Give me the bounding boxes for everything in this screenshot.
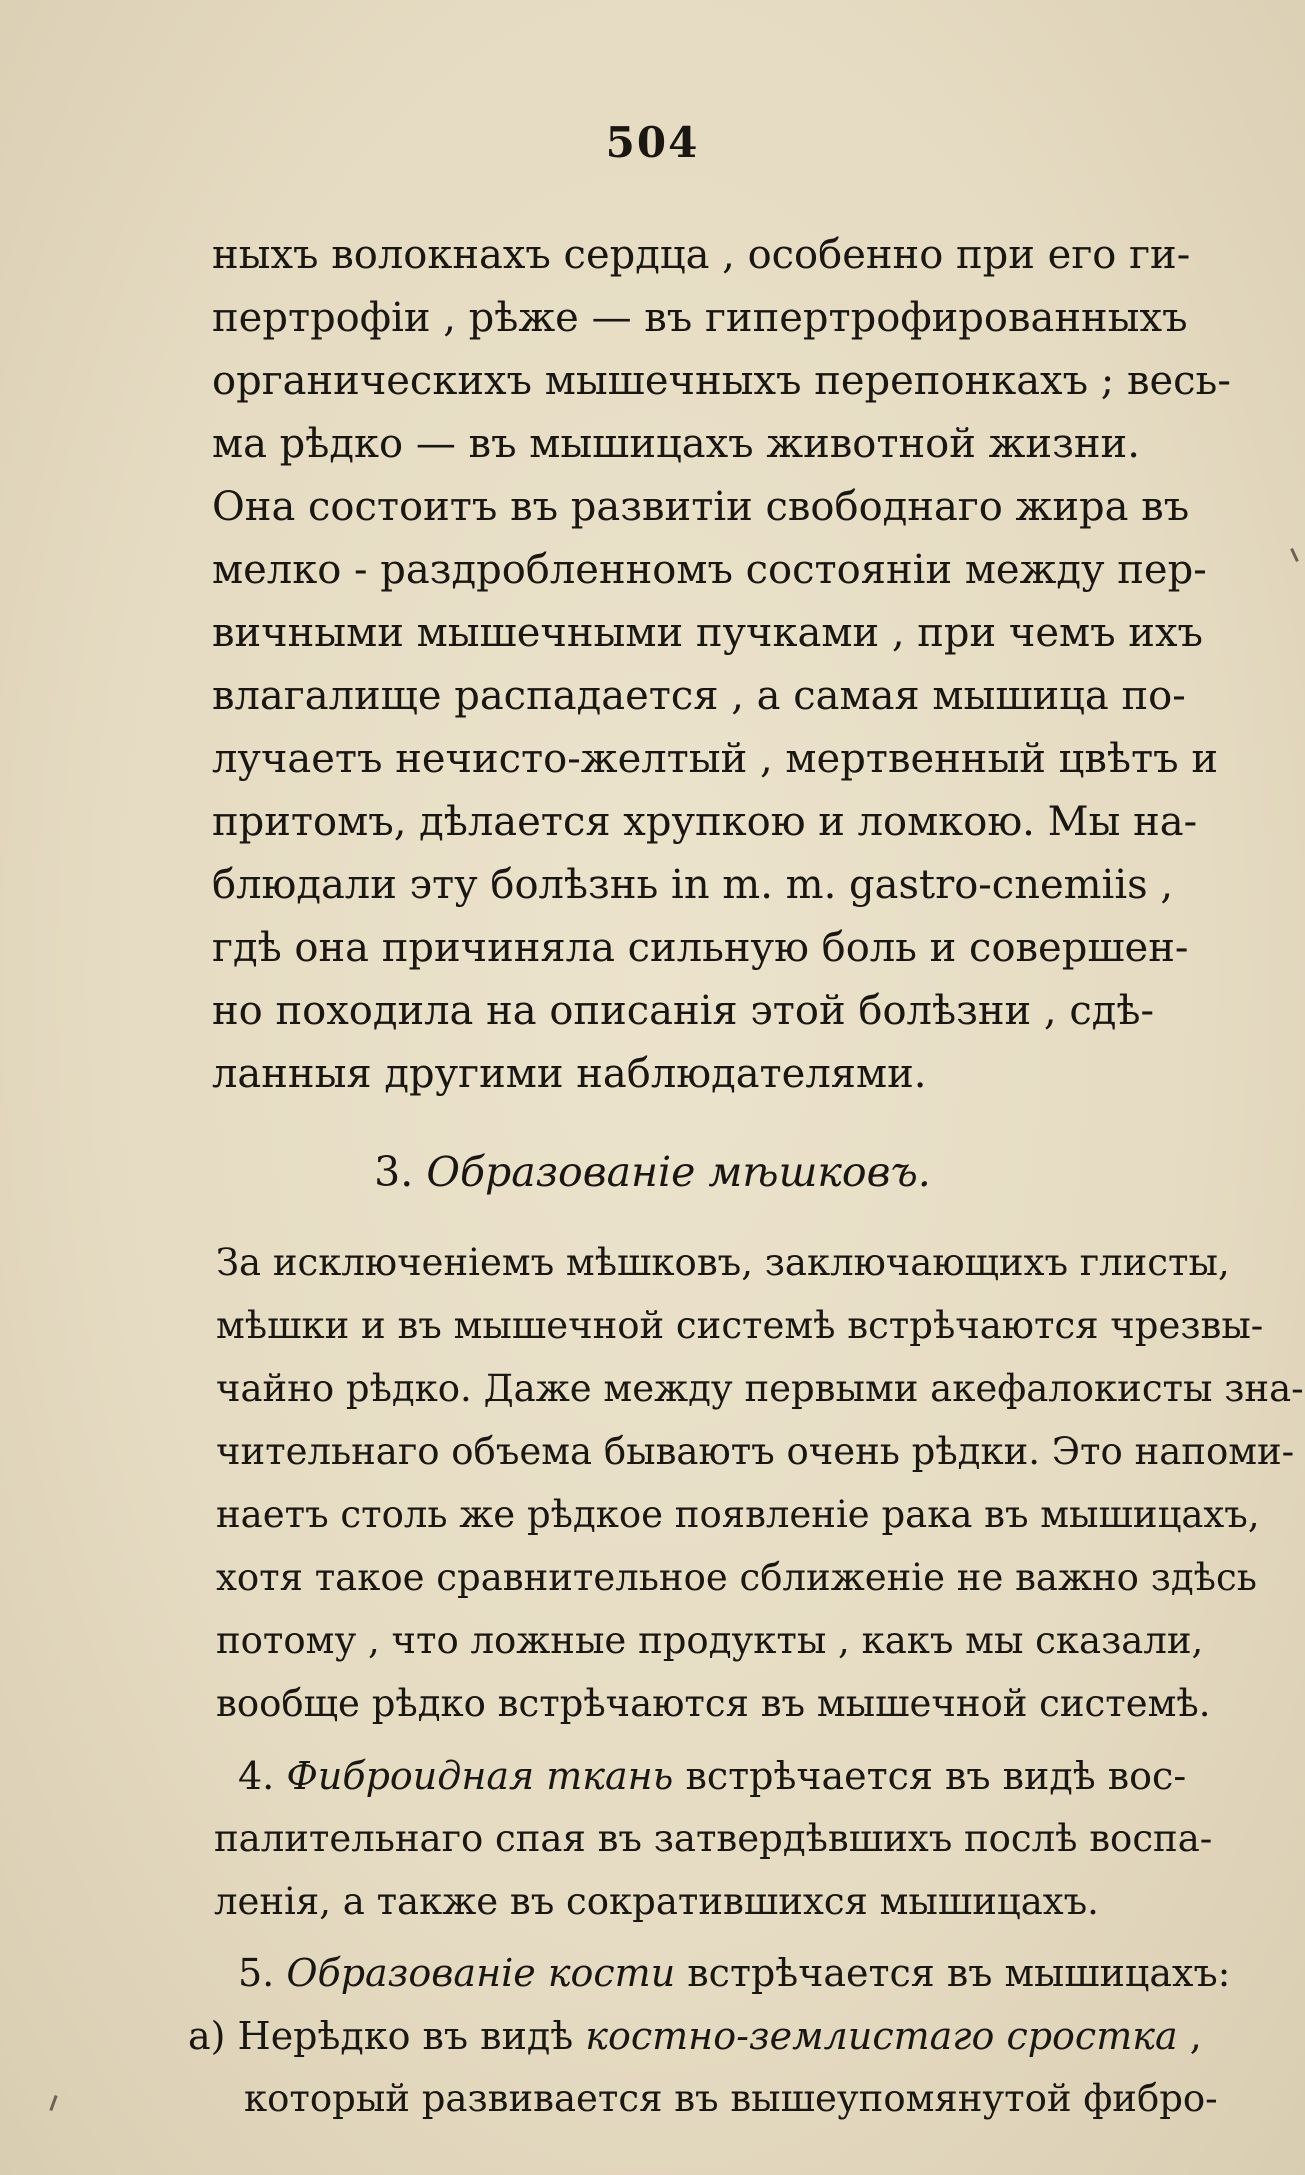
text-line: вообще рѣдко встрѣчаются въ мышечной системѣ. [216,1682,1211,1725]
numbered-item-5 [238,1948,1230,1998]
text-line: наетъ столь же рѣдкое появленіе рака въ мышицахъ, [216,1493,1260,1536]
sub-item-text: а) Нерѣдко въ видѣ [188,2014,586,2058]
text-line: ланныя другими наблюдателями. [212,1051,927,1097]
text-line: лучаетъ нечисто-желтый , мертвенный цвѣтъ и [212,736,1218,782]
item-text: встрѣчается въ мышицахъ: [675,1951,1231,1995]
text-line: вичными мышечными пучками , при чемъ ихъ [212,610,1203,656]
text-line: пертрофіи , рѣже — въ гипертрофированныхъ [212,295,1188,341]
item-number: 4. [238,1754,275,1798]
section-number: 3. [374,1148,414,1196]
text-line: ныхъ волокнахъ сердца , особенно при его ги- [212,232,1191,278]
text-line: Она состоитъ въ развитіи свободнаго жира въ [212,484,1190,530]
text-line: ленія, а также въ сократившихся мышицахъ. [214,1880,1099,1923]
text-line: хотя такое сравнительное сближеніе не важно здѣсь [216,1556,1257,1599]
text-line: палительнаго спая въ затвердѣвшихъ послѣ воспа- [214,1817,1213,1860]
sub-item-text: , [1177,2014,1202,2058]
text-line: притомъ, дѣлается хрупкою и ломкою. Мы на- [212,799,1198,845]
text-line: который развивается въ вышеупомянутой фибро- [244,2077,1218,2120]
item-term: Фиброидная ткань [286,1754,674,1798]
item-term: Образованіе кости [286,1951,676,1995]
print-speck [1290,548,1299,562]
item-text: встрѣчается въ видѣ вос- [673,1754,1187,1798]
text-line: мѣшки и въ мышечной системѣ встрѣчаются чрезвы- [216,1304,1264,1347]
text-line: мелко - раздробленномъ состояніи между пер- [212,547,1207,593]
text-line: потому , что ложные продукты , какъ мы сказали, [216,1619,1204,1662]
text-line: органическихъ мышечныхъ перепонкахъ ; весь- [212,358,1231,404]
numbered-item-4 [238,1751,1186,1801]
text-line: чительнаго объема бываютъ очень рѣдки. Это напоми- [216,1430,1295,1473]
section-heading [0,1148,1305,1196]
text-line: но походила на описанія этой болѣзни , сдѣ- [212,988,1155,1034]
sub-item-term: костно-землистаго сростка [585,2014,1178,2058]
text-line: За исключеніемъ мѣшковъ, заключающихъ глисты, [216,1241,1230,1284]
item-number: 5. [238,1951,275,1995]
sub-item-a [188,2011,1202,2061]
page-number: 504 [605,118,700,167]
text-line: гдѣ она причиняла сильную боль и совершен- [212,925,1189,971]
text-line: влагалище распадается , а самая мышица по- [212,673,1186,719]
text-line: ма рѣдко — въ мышицахъ животной жизни. [212,421,1140,467]
section-title: Образованіе мѣшковъ. [426,1148,931,1196]
text-line: чайно рѣдко. Даже между первыми акефалокисты зна- [216,1367,1304,1410]
text-line: блюдали эту болѣзнь in m. m. gastro-cnemiis , [212,862,1174,908]
print-speck [49,2095,57,2111]
